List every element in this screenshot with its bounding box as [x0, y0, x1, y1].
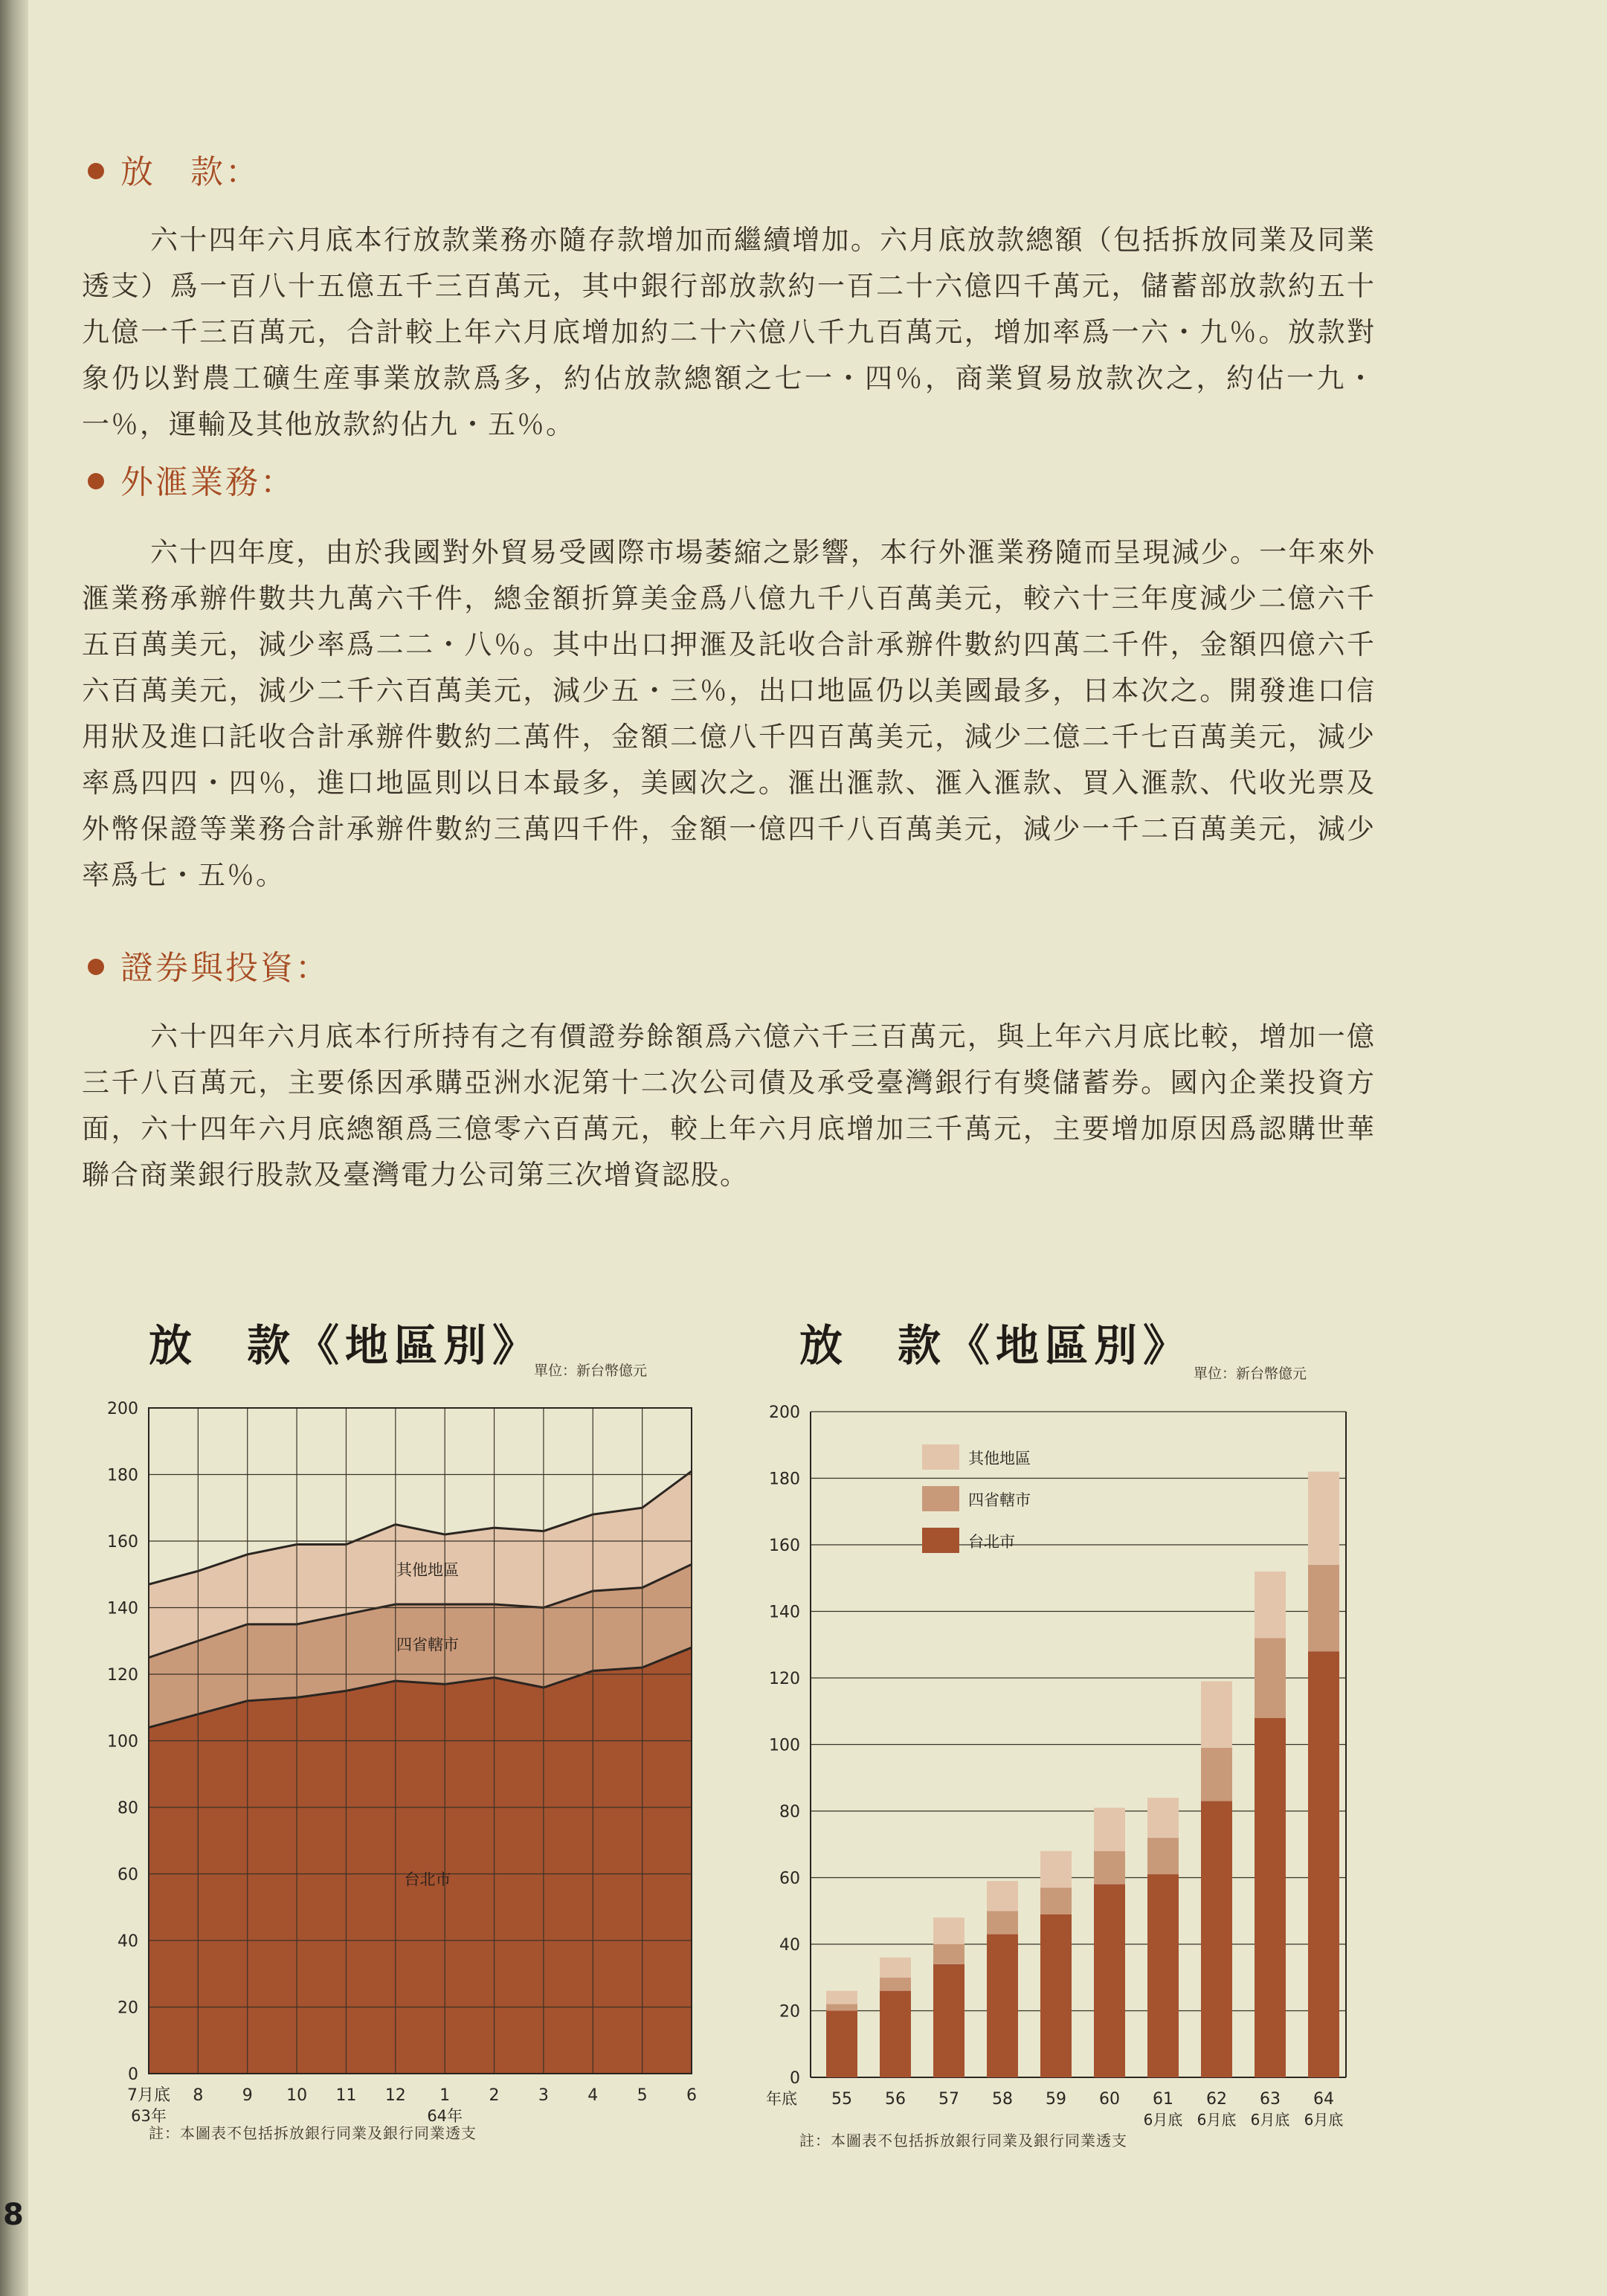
y-tick-label: 80 — [117, 1799, 138, 1818]
bar-台北市-55 — [826, 2011, 857, 2078]
chart-note: 註：本圖表不包括拆放銀行同業及銀行同業透支 — [799, 2132, 1127, 2149]
bar-台北市-62 — [1201, 1801, 1232, 2077]
x-tick-label: 63 — [1260, 2090, 1281, 2109]
y-tick-label: 140 — [107, 1599, 138, 1618]
bar-其他地區-56 — [880, 1958, 911, 1978]
section-heading-loans: 放 款： — [88, 145, 260, 193]
x-tick-label: 4 — [587, 2086, 599, 2105]
y-tick-label: 60 — [779, 1869, 800, 1888]
y-tick-label: 120 — [107, 1666, 138, 1685]
bar-台北市-56 — [880, 1991, 911, 2077]
x-tick-label: 8 — [193, 2086, 204, 2105]
y-tick-label: 140 — [769, 1603, 800, 1622]
area-chart-svg — [89, 1372, 714, 2123]
bar-其他地區-60 — [1094, 1808, 1125, 1851]
y-tick-label: 100 — [769, 1736, 800, 1755]
y-tick-label: 60 — [117, 1865, 138, 1885]
bar-chart-svg — [751, 1376, 1361, 2142]
bar-四省轄市-60 — [1094, 1851, 1125, 1885]
bar-其他地區-64 — [1308, 1472, 1339, 1565]
y-tick-label: 180 — [769, 1470, 800, 1489]
chart-unit: 單位：新台幣億元 — [1194, 1366, 1307, 1382]
chart-title: 放 款《地區別》 — [799, 1320, 1193, 1371]
x-tick-label: 62 — [1206, 2090, 1227, 2109]
y-tick-label: 160 — [769, 1537, 800, 1555]
legend-label: 其他地區 — [968, 1450, 1031, 1467]
y-tick-label: 0 — [790, 2069, 800, 2088]
legend-swatch — [922, 1486, 959, 1511]
x-tick-label: 59 — [1046, 2090, 1066, 2109]
bar-四省轄市-61 — [1147, 1838, 1179, 1874]
x-tick-label: 10 — [286, 2086, 308, 2105]
bar-其他地區-62 — [1201, 1681, 1232, 1748]
bar-四省轄市-63 — [1255, 1638, 1286, 1717]
x-tick-label: 5 — [637, 2086, 648, 2105]
bar-四省轄市-58 — [987, 1911, 1018, 1934]
bar-四省轄市-64 — [1308, 1565, 1339, 1651]
bar-四省轄市-56 — [880, 1978, 911, 1991]
legend-label: 四省轄市 — [968, 1491, 1031, 1509]
bar-其他地區-63 — [1255, 1572, 1286, 1639]
bar-台北市-61 — [1147, 1874, 1179, 2077]
x-sub-label: 6月底 — [1250, 2111, 1290, 2129]
bar-其他地區-59 — [1040, 1851, 1072, 1888]
bullet-icon — [88, 473, 104, 489]
section-heading-foreign-exchange: 外滙業務： — [88, 455, 295, 503]
bar-台北市-60 — [1094, 1884, 1125, 2077]
bar-四省轄市-59 — [1040, 1888, 1072, 1914]
y-tick-label: 200 — [769, 1403, 800, 1422]
x-tick-label: 7月底 — [127, 2086, 170, 2105]
area-台北市 — [149, 1647, 692, 2074]
bar-台北市-64 — [1308, 1651, 1339, 2077]
chart-title: 放 款《地區別》 — [149, 1320, 542, 1371]
x-prefix-label: 年底 — [766, 2090, 797, 2108]
bullet-icon — [88, 163, 104, 179]
x-tick-label: 1 — [439, 2086, 451, 2105]
chart-unit: 單位：新台幣億元 — [534, 1363, 648, 1379]
y-tick-label: 20 — [117, 1998, 138, 2018]
bar-台北市-57 — [933, 1964, 964, 2077]
x-tick-label: 9 — [242, 2086, 253, 2105]
legend-label: 台北市 — [968, 1533, 1015, 1551]
x-sub-label: 6月底 — [1304, 2111, 1344, 2129]
bullet-icon — [88, 959, 104, 975]
y-tick-label: 20 — [779, 2002, 800, 2022]
series-label: 台北市 — [404, 1871, 451, 1889]
x-tick-label: 3 — [538, 2086, 549, 2105]
x-sub-label: 6月底 — [1197, 2111, 1237, 2129]
bar-四省轄市-57 — [933, 1944, 964, 1964]
paragraph-foreign-exchange: 六十四年度，由於我國對外貿易受國際市場萎縮之影響，本行外滙業務隨而呈現減少。一年來外滙業務承辦件數共九萬六千件，總金額折算美金爲八億九千八百萬美元，較六十三年度減少二億六千五百萬美元，減少率爲二二・八％。其中出口押滙及託收合計承辦件數約四萬二千件，金額四億六千六百萬美元，減少二千六百萬美元，減少五・三％，出口地區仍以美國最多，日本次之。開發進口信用狀及進口託收合計承辦件數約二萬件，金額二億八千四百萬美元，減少二億二千七百萬美元，減少率爲四四・四％，進口地區則以日本最多，美國次之。滙出滙款、滙入滙款、買入滙款、代收光票及外幣保證等業務合計承辦件數約三萬四千件，金額一億四千八百萬美元，減少一千二百萬美元，減少率爲七・五％。 — [82, 536, 1376, 891]
series-label: 四省轄市 — [396, 1636, 459, 1654]
y-tick-label: 80 — [779, 1803, 800, 1821]
bar-四省轄市-55 — [826, 2004, 857, 2011]
chart-note: 註：本圖表不包括拆放銀行同業及銀行同業透支 — [149, 2124, 477, 2142]
y-tick-label: 100 — [107, 1732, 138, 1752]
bar-台北市-58 — [987, 1935, 1018, 2077]
page-number: 8 — [3, 2198, 24, 2232]
x-tick-label: 11 — [335, 2086, 357, 2105]
x-tick-label: 64 — [1313, 2090, 1334, 2109]
paragraph-loans: 六十四年六月底本行放款業務亦隨存款增加而繼續增加。六月底放款總額（包括拆放同業及同業透支）爲一百八十五億五千三百萬元，其中銀行部放款約一百二十六億四千萬元，儲蓄部放款約五十九億一千三百萬元，合計較上年六月底增加約二十六億八千九百萬元，增加率爲一六・九％。放款對象仍以對農工礦生産事業放款爲多，約佔放款總額之七一・四％，商業貿易放款次之，約佔一九・一％，運輸及其他放款約佔九・五％。 — [82, 224, 1376, 440]
legend-swatch — [922, 1528, 959, 1553]
y-tick-label: 40 — [779, 1936, 800, 1955]
x-tick-label: 60 — [1099, 2090, 1120, 2109]
bar-其他地區-55 — [826, 1991, 857, 2004]
x-tick-label: 12 — [384, 2086, 406, 2105]
y-tick-label: 0 — [128, 2065, 138, 2084]
x-tick-label: 56 — [885, 2090, 906, 2109]
section-heading-securities: 證券與投資： — [88, 941, 330, 988]
y-tick-label: 160 — [107, 1533, 138, 1551]
bar-台北市-63 — [1255, 1718, 1286, 2077]
x-tick-label: 58 — [992, 2090, 1013, 2109]
bar-台北市-59 — [1040, 1914, 1072, 2077]
y-tick-label: 200 — [107, 1400, 138, 1418]
bar-其他地區-57 — [933, 1917, 964, 1944]
series-label: 其他地區 — [396, 1561, 459, 1580]
bar-其他地區-61 — [1147, 1798, 1179, 1838]
y-tick-label: 180 — [107, 1466, 138, 1485]
bar-四省轄市-62 — [1201, 1748, 1232, 1801]
bar-其他地區-58 — [987, 1881, 1018, 1911]
book-binding-shadow — [0, 0, 28, 2296]
y-tick-label: 120 — [769, 1670, 800, 1688]
x-sub-label: 6月底 — [1143, 2111, 1183, 2129]
x-tick-label: 61 — [1153, 2090, 1173, 2109]
y-tick-label: 40 — [117, 1932, 138, 1951]
x-tick-label: 2 — [489, 2086, 500, 2105]
x-tick-label: 6 — [686, 2086, 697, 2105]
x-tick-label: 57 — [938, 2090, 959, 2109]
x-tick-label: 55 — [831, 2090, 852, 2109]
paragraph-securities: 六十四年六月底本行所持有之有價證券餘額爲六億六千三百萬元，與上年六月底比較，增加一億三千八百萬元，主要係因承購亞洲水泥第十二次公司債及承受臺灣銀行有獎儲蓄券。國內企業投資方面，六十四年六月底總額爲三億零六百萬元，較上年六月底增加三千萬元，主要增加原因爲認購世華聯合商業銀行股款及臺灣電力公司第三次增資認股。 — [82, 1020, 1376, 1191]
x-year-label: 63年 — [131, 2107, 167, 2123]
legend-swatch — [922, 1444, 959, 1470]
x-year-label: 64年 — [427, 2107, 463, 2123]
